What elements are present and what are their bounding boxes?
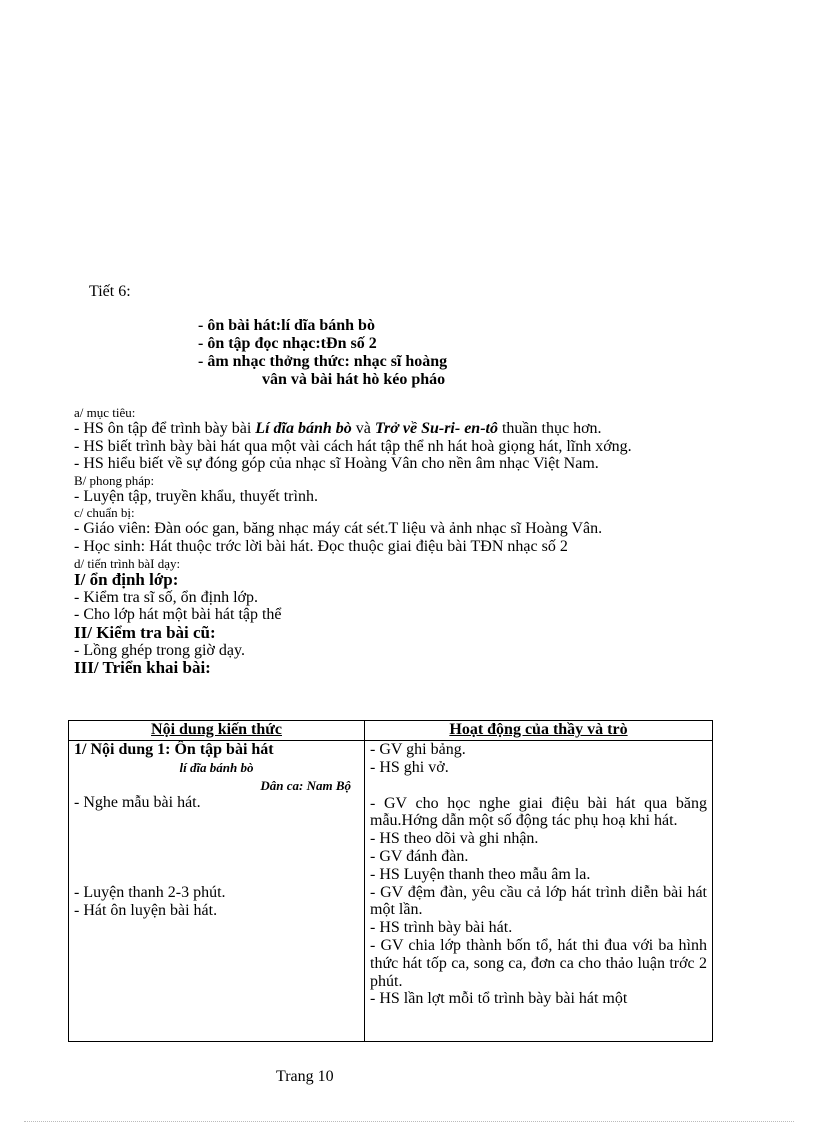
activity-item: - HS theo dõi và ghi nhận. — [370, 830, 539, 848]
section-item: - Cho lớp hát một bài hát tập thể — [74, 606, 282, 624]
table-header-content: Nội dung kiến thức — [69, 721, 365, 741]
song-title: lí dĩa bánh bò — [179, 759, 254, 775]
topic-line: - ôn bài hát:lí dĩa bánh bò — [198, 317, 375, 334]
content-item: - Nghe mẫu bài hát. — [74, 794, 201, 812]
lesson-number: Tiết 6: — [89, 283, 131, 300]
objectives-heading: a/ mục tiêu: — [74, 405, 136, 420]
method-item: - Luyện tập, truyền khẩu, thuyết trình. — [74, 487, 318, 505]
activities-cell — [365, 741, 713, 1042]
section-title: III/ Triển khai bài: — [74, 658, 211, 678]
page-number: Trang 10 — [276, 1068, 334, 1085]
table-row — [69, 741, 713, 1042]
topic-line: vân và bài hát hò kéo pháo — [262, 371, 446, 388]
page-bottom-divider — [24, 1121, 794, 1122]
table-header-activities: Hoạt động của thầy và trò — [365, 721, 713, 741]
activity-item: - HS Luyện thanh theo mẫu âm la. — [370, 865, 591, 883]
activity-item: - GV chia lớp thành bốn tổ, hát thi đua với ba hình thức hát tốp ca, song ca, đơn ca cho thảo luận trớc 2 phút. — [370, 936, 707, 990]
preparation-student: - Học sinh: Hát thuộc trớc lời bài hát. Đọc thuộc giai điệu bài TĐN nhạc số 2 — [74, 537, 568, 555]
section-item: - Kiểm tra sĩ số, ổn định lớp. — [74, 588, 258, 606]
content-item: - Luyện thanh 2-3 phút. — [74, 884, 226, 902]
lesson-body — [74, 405, 742, 677]
preparation-heading: c/ chuẩn bị: — [74, 505, 135, 521]
song-origin: Dân ca: Nam Bộ — [260, 777, 351, 793]
methods-heading: B/ phong pháp: — [74, 472, 155, 488]
content-item: - Hát ôn luyện bài hát. — [74, 901, 218, 919]
activity-item: - GV cho học nghe giai điệu bài hát qua băng mẫu.Hớng dẫn một số động tác phụ hoạ khi hát. — [370, 794, 707, 830]
section-item: - Lồng ghép trong giờ dạy. — [74, 641, 245, 659]
content-title: 1/ Nội dung 1: Ôn tập bài hát — [74, 741, 274, 758]
lesson-topics — [198, 317, 447, 389]
objective-item: - HS hiểu biết về sự đóng góp của nhạc sĩ Hoàng Vân cho nền âm nhạc Việt Nam. — [74, 455, 599, 473]
lesson-table — [68, 720, 713, 1042]
preparation-teacher: - Giáo viên: Đàn oóc gan, băng nhạc máy cát sét.T liệu và ảnh nhạc sĩ Hoàng Vân. — [74, 520, 603, 538]
topic-line: - ôn tập đọc nhạc:tĐn số 2 — [198, 335, 377, 352]
section-title: II/ Kiểm tra bài cũ: — [74, 622, 216, 642]
activity-item: - GV ghi bảng. — [370, 741, 466, 758]
activity-item: - GV đánh đàn. — [370, 847, 469, 865]
objective-item: - HS biết trình bày bài hát qua một vài cách hát tập thể nh hát hoà giọng hát, lĩnh xớng. — [74, 437, 632, 455]
activity-item: - HS trình bày bài hát. — [370, 919, 513, 937]
activity-item: - HS ghi vở. — [370, 758, 449, 776]
activity-item: - HS lần lợt mỗi tổ trình bày bài hát một — [370, 990, 628, 1008]
procedure-heading: d/ tiến trình bàI dạy: — [74, 555, 181, 571]
objective-item: - HS ôn tập để trình bày bài Lí dĩa bánh bò và Trở về Su-ri- en-tô thuần thục hơn. — [74, 420, 602, 437]
topic-line: - âm nhạc thởng thức: nhạc sĩ hoàng — [198, 353, 448, 370]
section-title: I/ ổn định lớp: — [74, 569, 179, 589]
content-cell — [69, 741, 365, 1042]
activity-item: - GV đệm đàn, yêu cầu cả lớp hát trình diễn bài hát một lần. — [370, 883, 707, 919]
